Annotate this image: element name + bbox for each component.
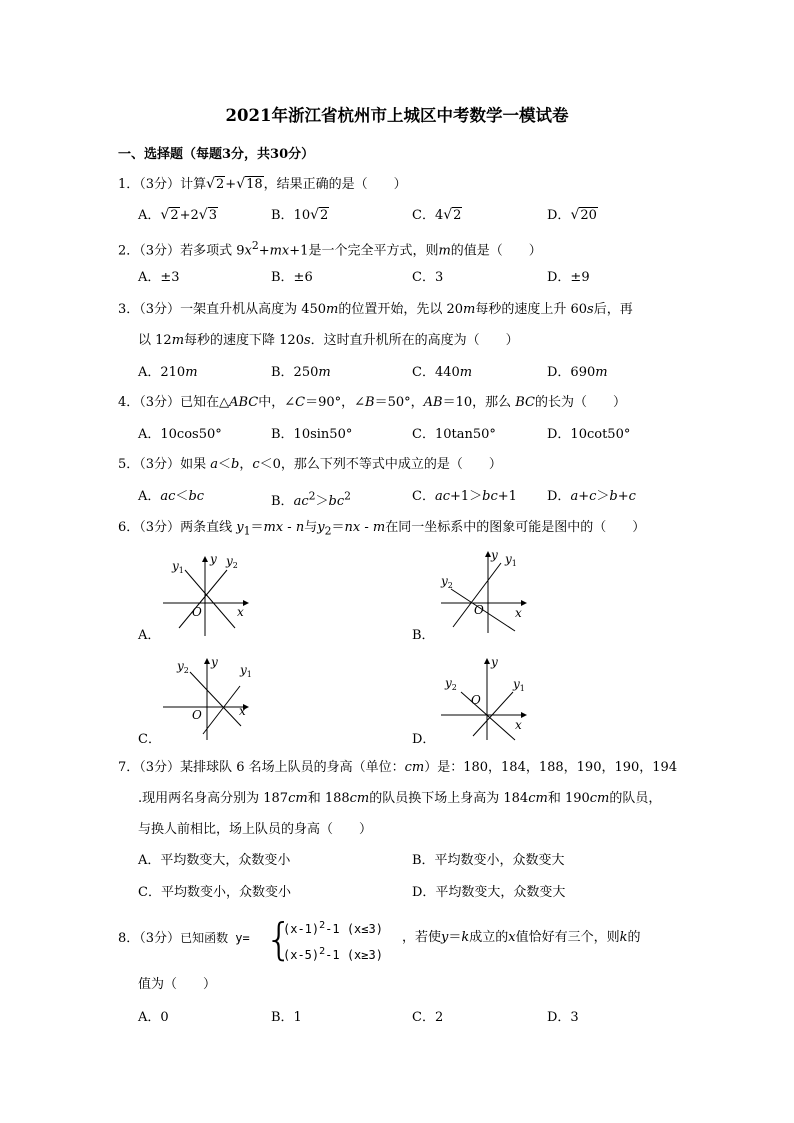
- question-7-option-a: A．平均数变大，众数变小: [138, 853, 291, 868]
- question-8-option-a: A．0: [138, 1010, 169, 1025]
- graph-b: [433, 545, 533, 637]
- graph-c-label-o: O: [192, 708, 202, 722]
- question-3-option-a: A．210m: [138, 365, 198, 380]
- graph-a-line-y1: [185, 570, 235, 628]
- question-2-option-b: B．±6: [271, 270, 313, 285]
- graph-a-label-y1: $y_1$: [172, 559, 184, 575]
- graph-d-label-y: y: [491, 655, 498, 669]
- question-7-stem-line-2: .现用两名身高分别为 187cm和 188cm的队员换下场上身高为 184cm和 190cm的队员，: [138, 791, 662, 806]
- question-1-option-c: C．4√2: [412, 207, 462, 223]
- graph-d: [433, 652, 533, 744]
- graph-c-y-arrow: [204, 658, 210, 664]
- graph-b-label-x: x: [515, 606, 522, 620]
- graph-a-y-arrow: [202, 556, 208, 562]
- question-2-option-d: D．±9: [547, 270, 590, 285]
- question-4-stem: 4．（3分）已知在△ABC中，∠C＝90°，∠B＝50°，AB＝10，那么 BC的长为（ ）: [118, 395, 627, 410]
- question-6-option-a: A．: [138, 628, 161, 643]
- graph-a: [155, 548, 255, 640]
- question-8-stem-tail: ，若使y＝k成立的x值恰好有三个，则k的: [402, 930, 641, 945]
- question-1-option-b: B．10√2: [271, 207, 329, 223]
- graph-a-label-x: x: [237, 605, 244, 619]
- question-6-option-b: B．: [412, 628, 435, 643]
- question-1-stem: 1．（3分）计算√2+√18，结果正确的是（ ）: [118, 176, 407, 192]
- question-4-option-a: A．10cos50°: [138, 427, 222, 442]
- question-3-option-d: D．690m: [547, 365, 608, 380]
- question-7-option-d: D．平均数变大，众数变大: [412, 885, 566, 900]
- question-7-option-c: C．平均数变小，众数变小: [138, 885, 291, 900]
- graph-d-label-y2: $y_2$: [445, 676, 457, 692]
- question-5-option-c: C．ac+1＞bc+1: [412, 489, 517, 504]
- graph-c-label-y2: $y_2$: [177, 659, 189, 675]
- question-8-option-c: C．2: [412, 1010, 444, 1025]
- graph-b-label-y: y: [491, 548, 498, 562]
- piecewise-case-2: $(x-5)^2-1$ (x≥3): [283, 946, 383, 962]
- question-4-option-d: D．10cot50°: [547, 427, 631, 442]
- graph-b-label-y2: $y_2$: [441, 574, 453, 590]
- question-5-option-d: D．a+c＞b+c: [547, 489, 636, 504]
- question-8-stem-lead: 8．（3分）已知函数 y=: [118, 931, 250, 946]
- graph-a-label-y: y: [210, 552, 217, 566]
- graph-d-x-arrow: [521, 712, 527, 718]
- question-1-option-d: D．√20: [547, 207, 597, 223]
- graph-a-label-y2: $y_2$: [226, 554, 238, 570]
- question-2-option-a: A．±3: [138, 270, 180, 285]
- graph-d-label-y1: $y_1$: [513, 677, 525, 693]
- graph-b-label-o: O: [474, 603, 484, 617]
- question-8-option-d: D．3: [547, 1010, 579, 1025]
- question-6-option-c: C．: [138, 732, 161, 747]
- graph-a-x-arrow: [243, 600, 249, 606]
- graph-d-label-o: O: [471, 693, 481, 707]
- graph-c-label-x: x: [239, 704, 246, 718]
- question-3-option-b: B．250m: [271, 365, 331, 380]
- graph-b-label-y1: $y_1$: [505, 552, 517, 568]
- question-7-stem-line-1: 7．（3分）某排球队 6 名场上队员的身高（单位：cm）是：180，184，188，190，190，194: [118, 760, 678, 775]
- piecewise-brace: {: [265, 914, 293, 965]
- question-3-option-c: C．440m: [412, 365, 473, 380]
- graph-d-label-x: x: [515, 718, 522, 732]
- question-2-option-c: C．3: [412, 270, 444, 285]
- question-6-option-d: D．: [412, 732, 436, 747]
- question-8-stem-line-2: 值为（ ）: [138, 977, 217, 992]
- question-5-option-b: B．$ac^2>bc^2$: [271, 490, 351, 510]
- graph-a-line-y2: [179, 570, 227, 628]
- page-title: 2021年浙江省杭州市上城区中考数学一模试卷: [225, 106, 569, 125]
- question-4-option-c: C．10tan50°: [412, 427, 496, 442]
- section-heading: 一、选择题（每题3分，共30分）: [118, 147, 315, 162]
- question-3-stem-line-1: 3．（3分）一架直升机从高度为 450m的位置开始，先以 20m每秒的速度上升 60s后，再: [118, 302, 633, 317]
- question-6-stem: 6．（3分）两条直线 $y_1=mx - n$与$y_2=nx - m$在同一坐标系中的图象可能是图中的（ ）: [118, 520, 646, 538]
- question-3-stem-line-2: 以 12m每秒的速度下降 120s．这时直升机所在的高度为（ ）: [138, 333, 519, 348]
- graph-d-y-arrow: [484, 658, 490, 664]
- question-5-stem: 5．（3分）如果 a＜b，c＜0，那么下列不等式中成立的是（ ）: [118, 457, 502, 472]
- graph-c-label-y: y: [211, 655, 218, 669]
- question-5-option-a: A．ac＜bc: [138, 489, 205, 504]
- question-2-stem: 2．（3分）若多项式 $9x^2+mx+1$是一个完全平方式，则m的值是（ ）: [118, 239, 542, 259]
- graph-c-label-y1: $y_1$: [240, 663, 252, 679]
- question-7-stem-line-3: 与换人前相比，场上队员的身高（ ）: [138, 822, 373, 837]
- question-4-option-b: B．10sin50°: [271, 427, 353, 442]
- graph-c: [155, 652, 255, 744]
- graph-a-label-o: O: [192, 605, 202, 619]
- piecewise-case-1: $(x-1)^2-1$ (x≤3): [283, 920, 383, 936]
- graph-b-x-arrow: [521, 600, 527, 606]
- question-7-option-b: B．平均数变小，众数变大: [412, 853, 565, 868]
- question-1-option-a: A．√2+2√3: [138, 207, 217, 223]
- graph-c-line-y1: [203, 686, 240, 734]
- question-8-option-b: B．1: [271, 1010, 302, 1025]
